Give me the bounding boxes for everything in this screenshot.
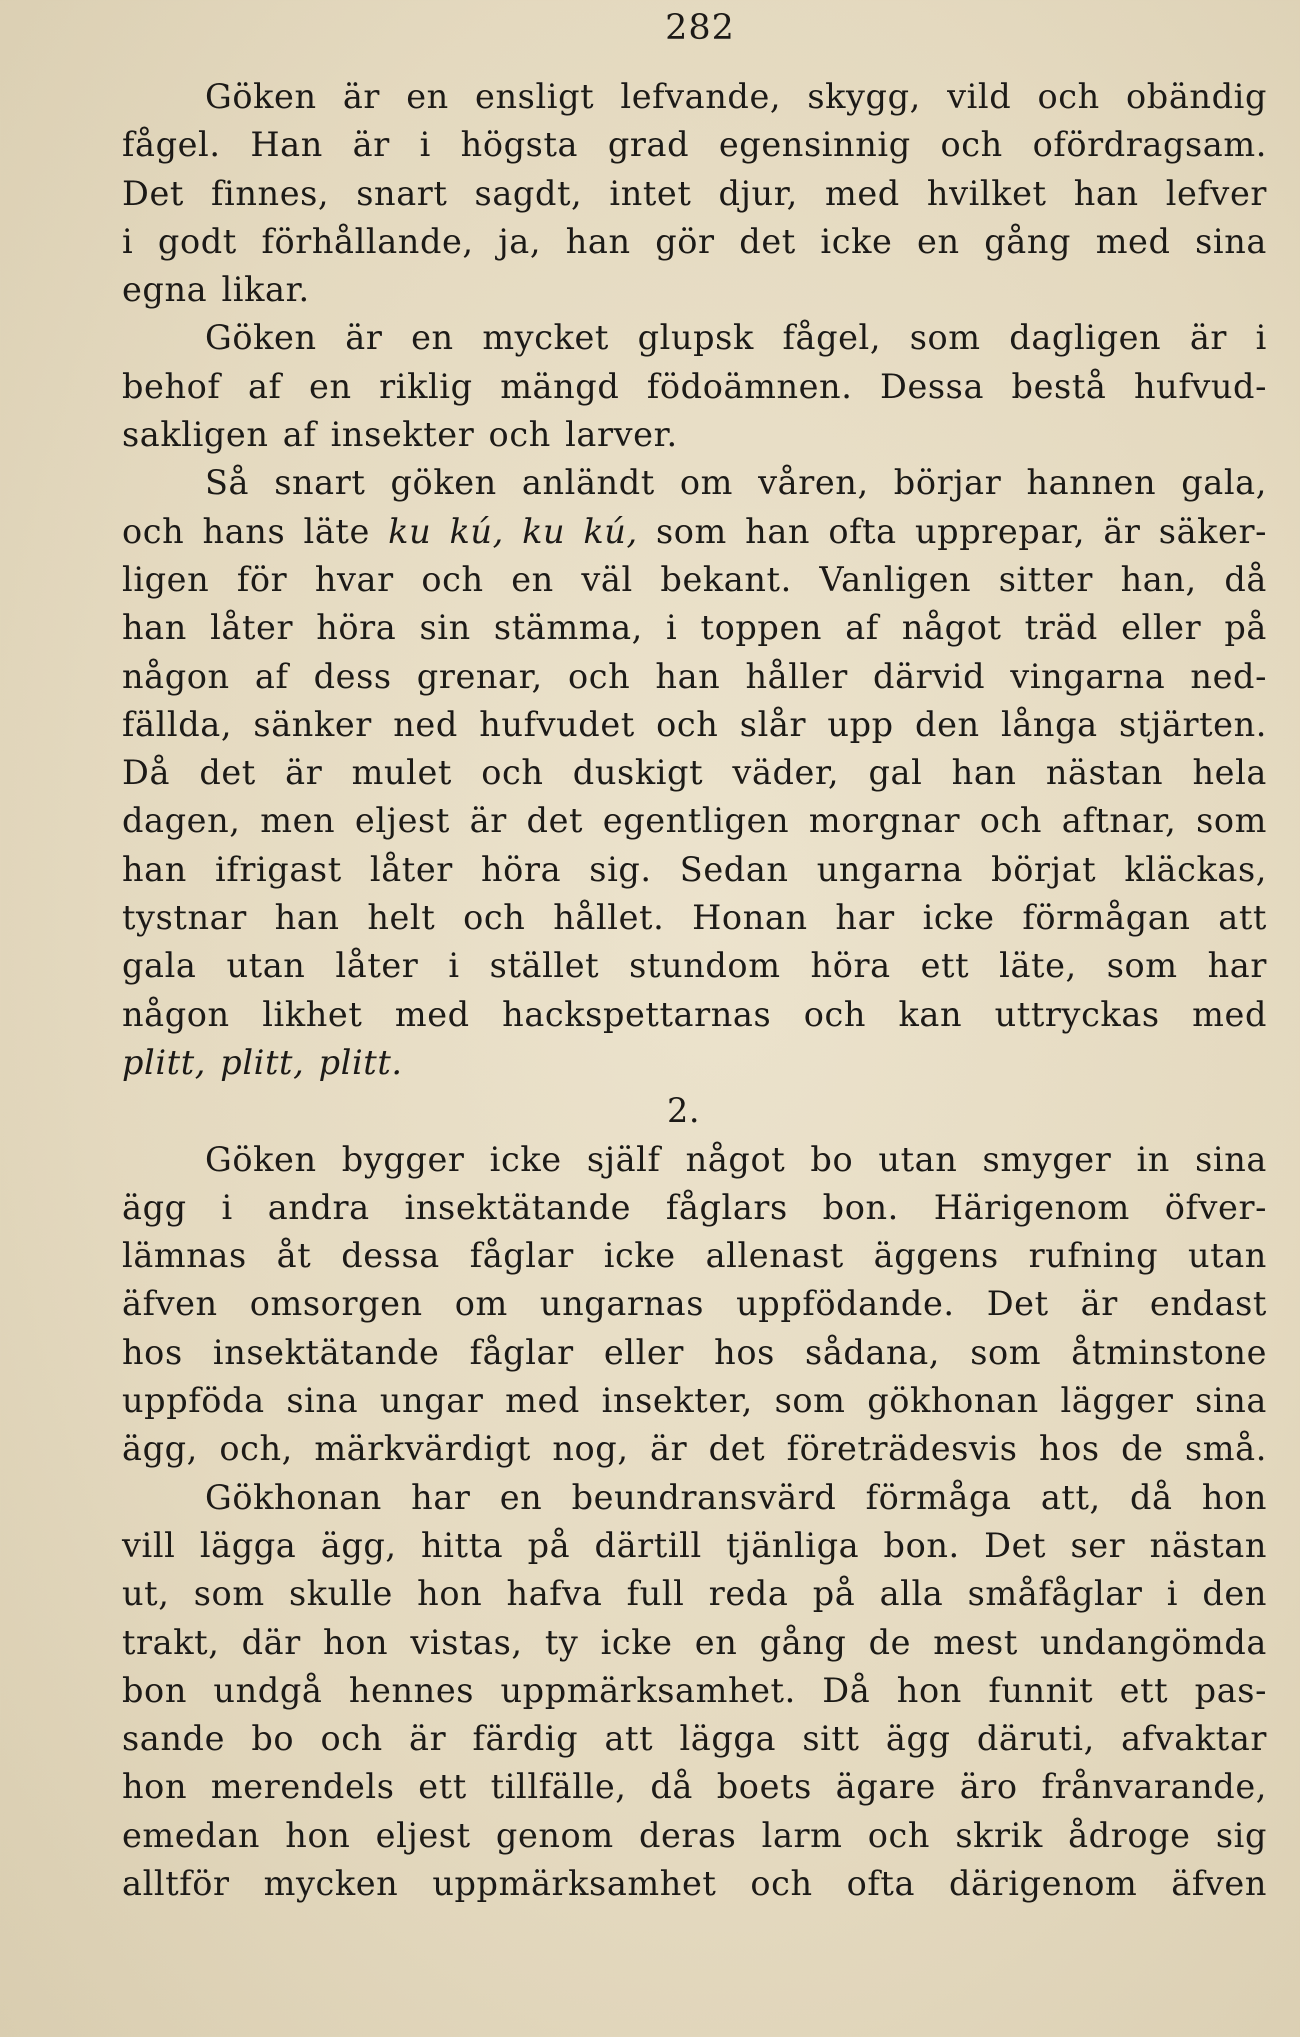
text-line: dagen, men eljest är det egentligen morgnar och aftnar, som <box>122 801 1267 841</box>
text-line: ägg, och, märkvärdigt nog, är det företrädesvis hos de små. <box>122 1429 1267 1469</box>
text-line: uppföda sina ungar med insekter, som gökhonan lägger sina <box>122 1381 1267 1421</box>
text-line: vill lägga ägg, hitta på därtill tjänliga bon. Det ser nästan <box>122 1525 1267 1565</box>
text-line: bon undgå hennes uppmärksamhet. Då hon funnit ett pas- <box>122 1670 1267 1710</box>
text-line: Då det är mulet och duskigt väder, gal han nästan hela <box>122 753 1267 793</box>
text-line: någon af dess grenar, och han håller därvid vingarna ned- <box>122 656 1267 696</box>
page-number: 282 <box>665 8 735 48</box>
text-line: ligen för hvar och en väl bekant. Vanligen sitter han, då <box>122 559 1267 599</box>
text-line: gala utan låter i stället stundom höra ett läte, som har <box>122 946 1267 986</box>
text-line: emedan hon eljest genom deras larm och skrik ådroge sig <box>122 1815 1267 1855</box>
text-segment: och hans läte <box>122 511 370 551</box>
text-line: Gökhonan har en beundransvärd förmåga att, då hon <box>205 1477 1267 1517</box>
text-line: tystnar han helt och hållet. Honan har icke förmågan att <box>122 898 1267 938</box>
hen-call-italic: plitt, plitt, plitt. <box>122 1042 403 1082</box>
text-line-italic <box>122 1039 1267 1087</box>
text-line: Så snart göken anländt om våren, börjar hannen gala, <box>205 463 1267 503</box>
text-line: Det finnes, snart sagdt, intet djur, med hvilket han lefver <box>122 173 1267 213</box>
text-segment: som han ofta upprepar, är säker- <box>656 511 1268 551</box>
text-line: trakt, där hon vistas, ty icke en gång de mest undangömda <box>122 1622 1267 1662</box>
text-line: egna likar. <box>122 270 310 310</box>
text-line: alltför mycken uppmärksamhet och ofta därigenom äfven <box>122 1863 1267 1903</box>
body-text <box>122 73 1267 1908</box>
text-line: hon merendels ett tillfälle, då boets ägare äro frånvarande, <box>122 1767 1267 1807</box>
text-line: någon likhet med hackspettarnas och kan uttryckas med <box>122 994 1267 1034</box>
text-line: i godt förhållande, ja, han gör det icke en gång med sina <box>122 221 1267 261</box>
text-line: behof af en riklig mängd födoämnen. Dessa bestå hufvud- <box>122 366 1267 406</box>
text-line: sande bo och är färdig att lägga sitt ägg däruti, afvaktar <box>122 1719 1267 1759</box>
text-line: Göken är en mycket glupsk fågel, som dagligen är i <box>205 318 1267 358</box>
text-line: hos insektätande fåglar eller hos sådana, som åtminstone <box>122 1332 1267 1372</box>
text-line: Göken är en ensligt lefvande, skygg, vild och obändig <box>205 77 1267 116</box>
text-line: lämnas åt dessa fåglar icke allenast äggens rufning utan <box>122 1236 1267 1276</box>
text-line: äfven omsorgen om ungarnas uppfödande. Det är endast <box>122 1284 1267 1324</box>
section-number: 2. <box>667 1091 701 1131</box>
text-line-with-italic <box>122 508 1267 556</box>
text-line: han ifrigast låter höra sig. Sedan ungarna börjat kläckas, <box>122 849 1267 889</box>
text-line: ägg i andra insektätande fåglars bon. Härigenom öfver- <box>122 1187 1267 1227</box>
text-line: sakligen af insekter och larver. <box>122 415 678 455</box>
text-line: fågel. Han är i högsta grad egensinnig och ofördragsam. <box>122 125 1267 165</box>
text-line: han låter höra sin stämma, i toppen af något träd eller på <box>122 608 1267 648</box>
cuckoo-call-italic: ku kú, ku kú, <box>388 511 638 551</box>
text-line: Göken bygger icke själf något bo utan smyger in sina <box>205 1139 1267 1179</box>
text-line: fällda, sänker ned hufvudet och slår upp den långa stjärten. <box>122 704 1267 744</box>
text-line: ut, som skulle hon hafva full reda på alla småfåglar i den <box>122 1574 1267 1614</box>
